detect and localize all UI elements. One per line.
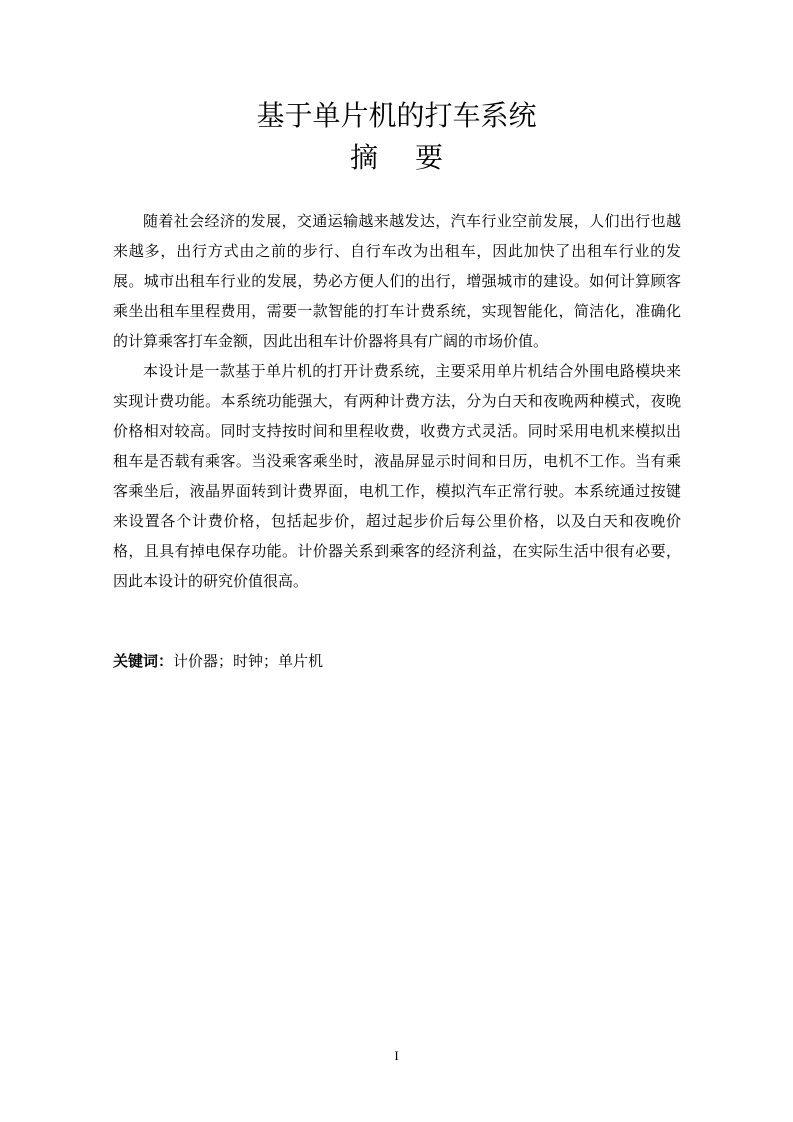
keywords-label: 关键词： <box>113 652 174 670</box>
abstract-paragraph-2: 本设计是一款基于单片机的打开计费系统，主要采用单片机结合外围电路模块来实现计费功能。本系统功能强大，有两种计费方法，分为白天和夜晚两种模式，夜晚价格相对较高。同时支持按时间和里程收费，收费方式灵活。同时采用电机来模拟出租车是否载有乘客。当没乘客乘坐时，液晶屏显示时间和日历，电机不工作。当有乘客乘坐后，液晶界面转到计费界面，电机工作，模拟汽车正常行驶。本系统通过按键来设置各个计费价格，包括起步价，超过起步价后每公里价格，以及白天和夜晚价格，且具有掉电保存功能。计价器关系到乘客的经济利益，在实际生活中很有必要，因此本设计的研究价值很高。 <box>113 362 681 590</box>
page-number: I <box>394 1048 399 1063</box>
abstract-body <box>113 206 681 596</box>
abstract-paragraph-1: 随着社会经济的发展，交通运输越来越发达，汽车行业空前发展，人们出行也越来越多，出行方式由之前的步行、自行车改为出租车，因此加快了出租车行业的发展。城市出租车行业的发展，势必方便人们的出行，增强城市的建设。如何计算顾客乘坐出租车里程费用，需要一款智能的打车计费系统，实现智能化，简洁化，准确化的计算乘客打车金额，因此出租车计价器将具有广阔的市场价值。 <box>113 212 681 350</box>
abstract-heading: 摘 要 <box>350 141 457 174</box>
keywords-line <box>113 648 681 674</box>
document-title: 基于单片机的打车系统 <box>256 99 537 132</box>
keywords-value: 计价器；时钟；单片机 <box>173 652 324 670</box>
